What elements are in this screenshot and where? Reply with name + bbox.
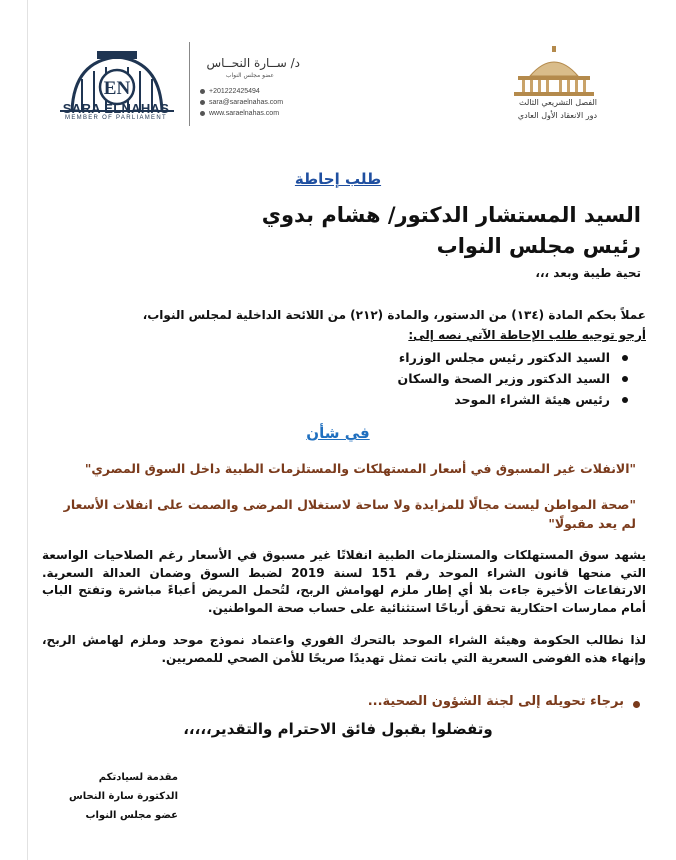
brand-name: SARA ELNAHAS: [62, 101, 170, 116]
email-icon: [200, 100, 205, 105]
signature-intro: مقدمة لسيادتكم: [98, 772, 178, 783]
signature-name: الدكتورة سارة النحاس: [68, 791, 178, 802]
phone-icon: [200, 89, 205, 94]
contact-website: [200, 110, 279, 117]
parliament-session: دور الانعقاد الأول العادي: [517, 111, 597, 120]
website-text: www.saraelnahas.com: [209, 110, 280, 117]
mp-name: د/ ســارة النحــاس: [206, 56, 300, 70]
email-text: sara@saraelnahas.com: [209, 99, 284, 106]
legal-basis: عملاً بحكم المادة (١٣٤) من الدستور، والمادة (٢١٢) من اللائحة الداخلية لمجلس النواب،: [142, 308, 646, 322]
contact-phone: [200, 88, 260, 95]
signature-role: عضو مجلس النواب: [85, 810, 178, 821]
request-intro: أرجو توجيه طلب الإحاطة الآتي نصه إلى:: [408, 328, 646, 342]
phone-text: +201222425494: [209, 88, 260, 95]
parliament-logo: [508, 46, 600, 96]
mp-role: عضو مجلس النواب: [225, 72, 274, 79]
slogan-quote: "صحة المواطن ليست مجالًا للمزايدة ولا ساحة لاستغلال المرضى والصمت على انفلات الأسعار لم يعد مقبولًا": [63, 497, 636, 531]
addressee-title: رئيس مجلس النواب: [436, 234, 641, 258]
demands-paragraph: لذا نطالب الحكومة وهيئة الشراء الموحد بالتحرك الفوري واعتماد نموذج موحد وملزم لهامش الربح، وإنهاء هذه الفوضى السعرية التي باتت تمثل تهديدًا صريحًا للأمن الصحي للمصريين.: [42, 633, 646, 665]
regarding-heading: في شأن: [306, 424, 370, 442]
recipient-item: رئيس هيئة الشراء الموحد: [398, 389, 628, 410]
globe-icon: [200, 111, 205, 116]
recipient-item: السيد الدكتور وزير الصحة والسكان: [398, 368, 628, 389]
greeting: تحية طيبة وبعد ،،،: [535, 266, 641, 280]
contact-email: [200, 99, 283, 106]
brand-subtitle: MEMBER OF PARLIAMENT: [65, 115, 167, 121]
addressee-name: السيد المستشار الدكتور/ هشام بدوي: [261, 203, 641, 227]
document-title: طلب إحاطة: [294, 170, 382, 188]
recipient-list: [398, 347, 628, 410]
body-paragraph: يشهد سوق المستهلكات والمستلزمات الطبية انفلاتًا غير مسبوق في الأسعار رغم الصلاحيات الواسعة التي منحها قانون الشراء الموحد رقم 151 لسنة 2019 لضبط السوق وضمان العدالة السعرية. الارتفاعات الأخيرة جاءت بلا أي إطار ملزم لهوامش الربح، لتُحمل المريض أعباءً مباشرة وتفتح الباب أمام ممارسات احتكارية تحقق أرباحًا استثنائية على حساب صحة المواطنين.: [42, 548, 647, 615]
header-divider: [189, 42, 190, 126]
closing-line: وتفضلوا بقبول فائق الاحترام والتقدير،،،،،: [183, 720, 493, 738]
recipient-item: السيد الدكتور رئيس مجلس الوزراء: [398, 347, 628, 368]
subject-quote: "الانفلات غير المسبوق في أسعار المستهلكات والمستلزمات الطبية داخل السوق المصري": [84, 461, 636, 476]
brand-mark: EN: [103, 78, 131, 99]
referral-request: برجاء تحويله إلى لجنة الشؤون الصحية...: [368, 694, 640, 709]
parliament-term: الفصل التشريعي الثالث: [519, 98, 597, 107]
